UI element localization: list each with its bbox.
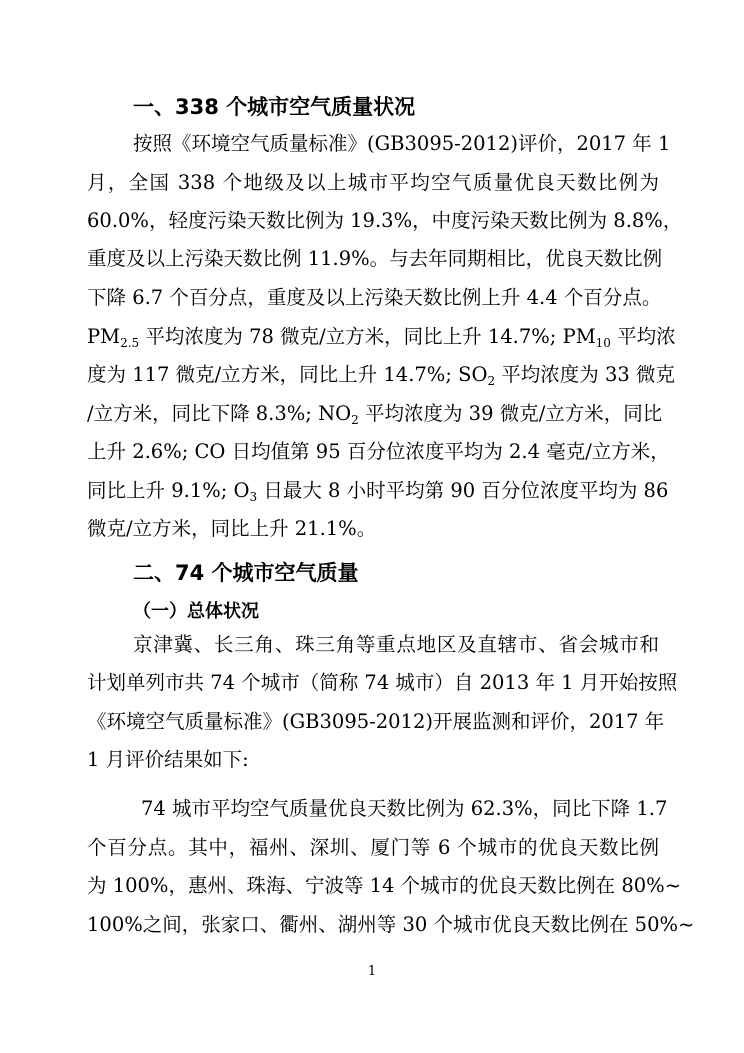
pm-text-end: 平均浓: [610, 325, 676, 348]
paragraph-line: 微克/立方米，同比上升 21.1%。: [87, 517, 377, 540]
paragraph-line: 60.0%，轻度污染天数比例为 19.3%，中度污染天数比例为 8.8%，: [87, 209, 683, 232]
page-number: 1: [367, 964, 377, 979]
section1-heading: 一、338 个城市空气质量状况: [133, 95, 416, 119]
paragraph-line: 100%之间，张家口、衢州、湖州等 30 个城市优良天数比例在 50%~: [87, 913, 695, 936]
paragraph-line-so2: [87, 362, 676, 388]
paragraph-line: 下降 6.7 个百分点，重度及以上污染天数比例上升 4.4 个百分点。: [87, 286, 662, 309]
pm10-subscript: 10: [595, 336, 611, 350]
paragraph-line: 74 城市平均空气质量优良天数比例为 62.3%，同比下降 1.7: [141, 797, 668, 820]
so2-subscript: 2: [487, 374, 496, 388]
paragraph-line: 按照《环境空气质量标准》(GB3095-2012)评价，2017 年 1: [133, 132, 671, 155]
pm-text: 平均浓度为 78 微克/立方米，同比上升 14.7%; PM: [139, 325, 596, 348]
paragraph-line: 月，全国 338 个地级及以上城市平均空气质量优良天数比例为: [87, 171, 659, 194]
paragraph-line-co: 上升 2.6%; CO 日均值第 95 百分位浓度平均为 2.4 毫克/立方米，: [87, 440, 670, 463]
paragraph-line: 计划单列市共 74 个城市（简称 74 城市）自 2013 年 1 月开始按照: [87, 671, 678, 694]
o3-text-end: 日最大 8 小时平均第 90 百分位浓度平均为 86: [257, 479, 669, 502]
paragraph-line-o3: [87, 478, 669, 504]
no2-text: /立方米，同比下降 8.3%; NO: [87, 402, 352, 425]
no2-text-end: 平均浓度为 39 微克/立方米，同比: [358, 402, 663, 425]
o3-subscript: 3: [249, 490, 258, 504]
paragraph-line: 个百分点。其中，福州、深圳、厦门等 6 个城市的优良天数比例: [87, 836, 659, 859]
so2-text: 度为 117 微克/立方米，同比上升 14.7%; SO: [87, 363, 488, 386]
paragraph-line: 为 100%，惠州、珠海、宁波等 14 个城市的优良天数比例在 80%~: [87, 874, 682, 897]
paragraph-line: 1 月评价结果如下:: [87, 748, 249, 771]
paragraph-line-no2: [87, 401, 663, 427]
so2-text-end: 平均浓度为 33 微克: [495, 363, 676, 386]
pm-label: PM: [87, 325, 121, 348]
section2-heading: 二、74 个城市空气质量: [133, 561, 359, 585]
pm25-subscript: 2.5: [120, 336, 140, 350]
paragraph-line: 《环境空气质量标准》(GB3095-2012)开展监测和评价，2017 年: [87, 710, 665, 733]
o3-text: 同比上升 9.1%; O: [87, 479, 250, 502]
no2-subscript: 2: [351, 413, 359, 427]
paragraph-line: 京津冀、长三角、珠三角等重点地区及直辖市、省会城市和: [133, 633, 659, 656]
subsection-heading: （一）总体状况: [133, 601, 259, 622]
paragraph-line-pm: [87, 324, 676, 350]
paragraph-line: 重度及以上污染天数比例 11.9%。与去年同期相比，优良天数比例: [87, 247, 663, 270]
